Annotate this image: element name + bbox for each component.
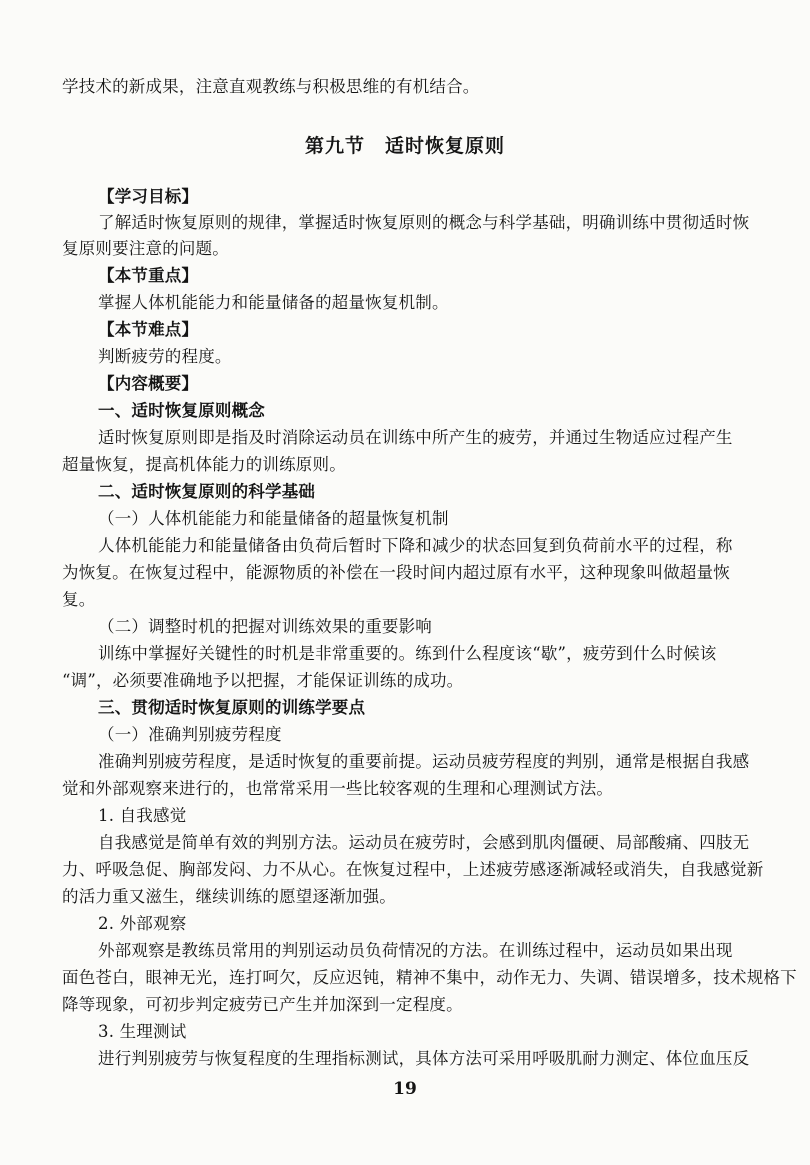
label-difficulties: 【本节难点】 (98, 320, 199, 339)
text-line: 适时恢复原则即是指及时消除运动员在训练中所产生的疲劳，并通过生物适应过程产生 (98, 428, 733, 447)
subheading: 3. 生理测试 (98, 1022, 187, 1041)
heading-concept: 一、适时恢复原则概念 (98, 401, 265, 420)
label-key-points: 【本节重点】 (98, 266, 199, 285)
section-title: 第九节 适时恢复原则 (304, 135, 505, 157)
text-line: 为恢复。在恢复过程中，能源物质的补偿在一段时间内超过原有水平，这种现象叫做超量恢 (62, 563, 730, 582)
text-line: 的活力重又滋生，继续训练的愿望逐渐加强。 (62, 887, 396, 906)
page-number: 19 (393, 1079, 417, 1099)
text-line: 自我感觉是简单有效的判别方法。运动员在疲劳时，会感到肌肉僵硬、局部酸痛、四肢无 (98, 833, 750, 852)
subheading: （二）调整时机的把握对训练效果的重要影响 (98, 617, 432, 636)
text-line: 复。 (62, 590, 96, 609)
continuation-line: 学技术的新成果，注意直观教练与积极思维的有机结合。 (62, 77, 480, 96)
text-line: 人体机能能力和能量储备由负荷后暂时下降和减少的状态回复到负荷前水平的过程，称 (98, 536, 733, 555)
text-line: 进行判别疲劳与恢复程度的生理指标测试，具体方法可采用呼吸肌耐力测定、体位血压反 (98, 1049, 750, 1068)
subheading: 1. 自我感觉 (98, 806, 187, 825)
heading-basis: 二、适时恢复原则的科学基础 (98, 482, 316, 501)
heading-training-points: 三、贯彻适时恢复原则的训练学要点 (98, 698, 366, 717)
text-line: 准确判别疲劳程度，是适时恢复的重要前提。运动员疲劳程度的判别，通常是根据自我感 (98, 752, 750, 771)
label-summary: 【内容概要】 (98, 374, 199, 393)
subheading: （一）准确判别疲劳程度 (98, 725, 282, 744)
subheading: 2. 外部观察 (98, 914, 187, 933)
text-line: 了解适时恢复原则的规律，掌握适时恢复原则的概念与科学基础，明确训练中贯彻适时恢 (98, 213, 750, 232)
text-line: 复原则要注意的问题。 (62, 239, 229, 258)
text-line: 掌握人体机能能力和能量储备的超量恢复机制。 (98, 293, 449, 312)
label-study-goal: 【学习目标】 (98, 187, 199, 206)
text-line: 超量恢复，提高机体能力的训练原则。 (62, 455, 346, 474)
subheading: （一）人体机能能力和能量储备的超量恢复机制 (98, 509, 449, 528)
text-line: 判断疲劳的程度。 (98, 347, 232, 366)
text-line: 训练中掌握好关键性的时机是非常重要的。练到什么程度该“歇”，疲劳到什么时候该 (98, 644, 717, 663)
text-line: 降等现象，可初步判定疲劳已产生并加深到一定程度。 (62, 995, 463, 1014)
text-line: 力、呼吸急促、胸部发闷、力不从心。在恢复过程中，上述疲劳感逐渐减轻或消失，自我感觉新 (62, 860, 764, 879)
text-line: 外部观察是教练员常用的判别运动员负荷情况的方法。在训练过程中，运动员如果出现 (98, 941, 733, 960)
text-line: 面色苍白，眼神无光，连打呵欠，反应迟钝，精神不集中，动作无力、失调、错误增多，技术规格下 (62, 968, 797, 987)
text-line: 觉和外部观察来进行的，也常常采用一些比较客观的生理和心理测试方法。 (62, 779, 614, 798)
text-line: “调”，必须要准确地予以把握，才能保证训练的成功。 (62, 671, 464, 690)
